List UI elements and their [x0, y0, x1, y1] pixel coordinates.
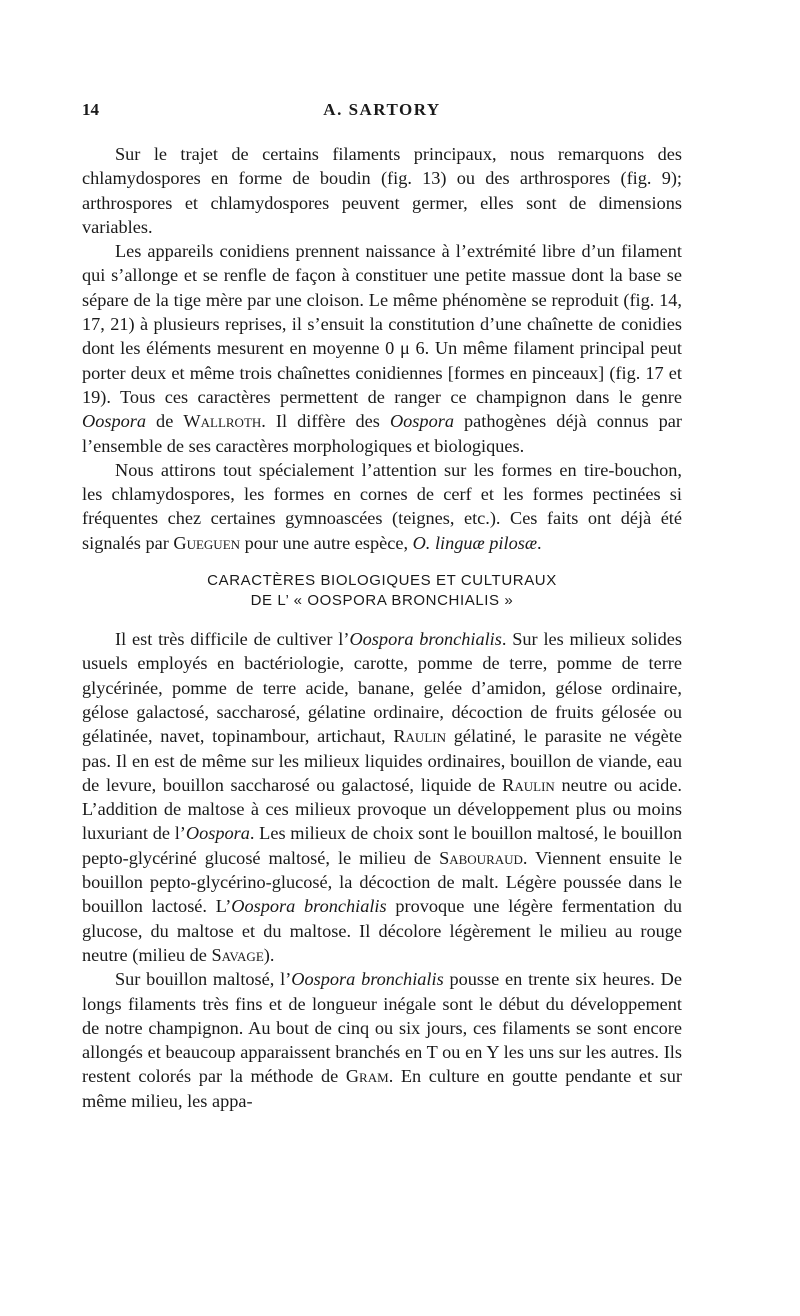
italic-term: Oospora [82, 411, 146, 432]
italic-term: Oospora [185, 823, 250, 844]
italic-term: Oospora bronchialis [349, 629, 502, 650]
section-heading [82, 571, 682, 611]
author-name: Gram [345, 1066, 389, 1087]
text-run: pour une autre espèce, [240, 532, 413, 553]
text-run: . [537, 532, 542, 553]
author-name: Raulin [393, 726, 446, 747]
author-name: Sabouraud [439, 847, 523, 868]
author-name: Savage [211, 944, 264, 965]
italic-term: Oospora bronchialis [291, 969, 444, 990]
paragraph [82, 142, 682, 239]
text-run: neutre ou acide. L’addition de maltose à ces milieux provoque un développement plus ou moins luxuriant de l’ [82, 774, 683, 844]
text-run: . Les milieux de choix sont le bouillon maltosé, le bouillon pepto-glycériné glucosé maltosé, le milieu de [82, 823, 682, 868]
italic-term: Oospora [389, 411, 454, 432]
book-page [82, 100, 682, 1113]
author-name: Raulin [502, 774, 555, 795]
paragraph [82, 967, 682, 1113]
paragraph [82, 239, 682, 458]
text-run: Nous attirons tout spécialement l’attention sur les formes en tire-bouchon, les chlamydospores, les formes en cornes de cerf et les formes pectinées si fréquentes chez certaines gymnoascées (teignes, etc.). Ces faits ont déjà été signalés par [82, 459, 682, 553]
text-run: ). [263, 944, 275, 965]
text-run: provoque une légère fermentation du glucose, du maltose et du maltose. Il décolore légèrement le milieu au rouge neutre (milieu de [82, 896, 683, 965]
text-run: gélatiné, le parasite ne végète pas. Il en est de même sur les milieux liquides ordinaires, bouillon de viande, eau de levure, bouillon saccharosé ou galactosé, liquide de [82, 726, 682, 795]
body-text [82, 142, 682, 1113]
author-name: Gueguen [173, 532, 241, 553]
italic-term: Oospora bronchialis [231, 896, 387, 917]
text-run: . Sur les milieux solides usuels employés en bactériologie, carotte, pomme de terre, pomme de terre glycérinée, pomme de terre acide, banane, gelée d’amidon, gélose ordinaire, gélose galactosé, saccharosé, gélatine ordinaire, décoction de fruits gélosée ou gélatinée, navet, topinambour, artichaut, [82, 629, 682, 747]
running-head [82, 100, 682, 126]
text-run: pousse en trente six heures. De longs filaments très fins et de longueur inégale sont le début du développement de notre champignon. Au bout de cinq ou six jours, ces filaments se sont encore allongés et beaucoup apparaissent branchés en T ou en Y les uns sur les autres. Ils restent colorés par la méthode de [82, 969, 682, 1087]
text-run: Sur bouillon maltosé, l’ [115, 969, 292, 990]
text-run: Il est très difficile de cultiver l’ [115, 629, 350, 650]
text-run: de [146, 411, 184, 432]
text-run: . Il diffère des [261, 411, 390, 432]
paragraph [82, 458, 682, 555]
text-run: Les appareils conidiens prennent naissance à l’extrémité libre d’un filament qui s’allonge et se renfle de façon à constituer une petite massue dont la base se sépare de la tige mère par une cloison. Le même phénomène se reproduit (fig. 14, 17, 21) à plusieurs reprises, il s’ensuit la constitution d’une chaînette de conidies dont les éléments mesurent en moyenne 0 μ 6. Un même filament principal peut porter deux et même trois chaînettes conidiennes [formes en pinceaux] (fig. 17 et 19). Tous ces caractères permettent de ranger ce champignon dans le genre [82, 241, 682, 407]
page-number: 14 [82, 100, 99, 119]
author-name: Wallroth [183, 411, 262, 432]
text-run: . Viennent ensuite le bouillon pepto-glycérino-glucosé, la décoction de malt. Légère poussée dans le bouillon lactosé. L’ [82, 847, 682, 917]
section-heading-line: CARACTÈRES BIOLOGIQUES ET CULTURAUX [207, 572, 557, 590]
italic-term: O. linguæ pilosæ [412, 532, 538, 553]
text-run: . En culture en goutte pendante et sur même milieu, les appa- [82, 1066, 682, 1111]
section-heading-line: DE L’ « OOSPORA BRONCHIALIS » [250, 592, 514, 610]
running-title: A. SARTORY [323, 100, 441, 119]
text-run: pathogènes déjà connus par l’ensemble de ses caractères morphologiques et biologiques. [82, 411, 682, 456]
text-run: Sur le trajet de certains filaments principaux, nous remarquons des chlamydospores en forme de boudin (fig. 13) ou des arthrospores (fig. 9); arthrospores et chlamydospores peuvent germer, elles sont de dimensions variables. [82, 144, 682, 237]
paragraph [82, 627, 682, 967]
